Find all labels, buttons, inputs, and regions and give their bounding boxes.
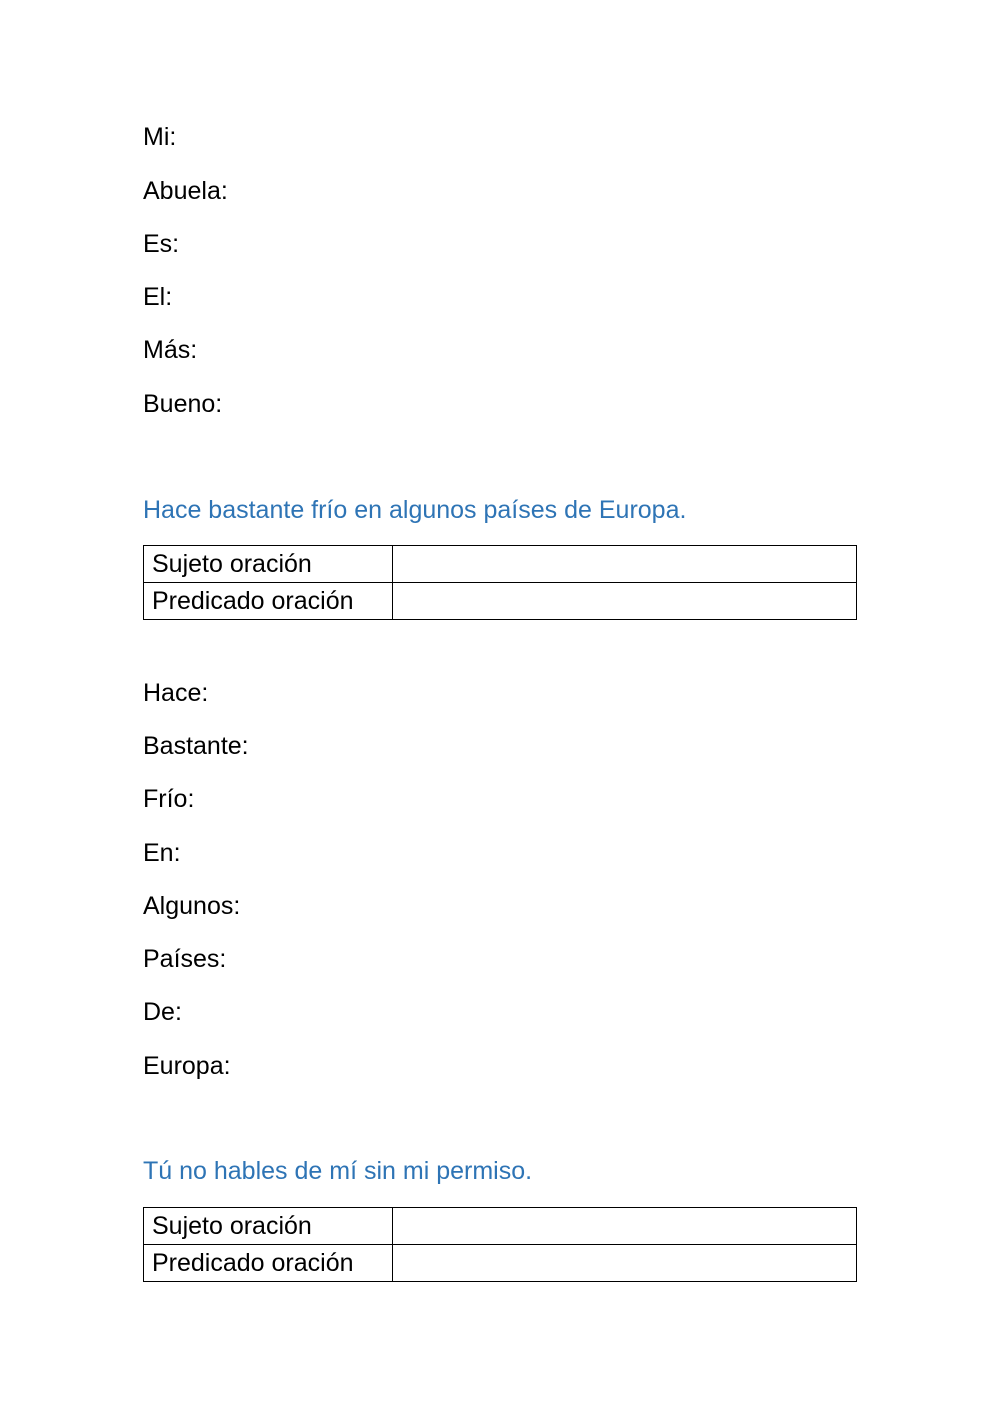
word-label-bastante: Bastante: [143, 732, 249, 760]
predicate-label-cell: Predicado oración [144, 583, 393, 620]
subject-label-cell: Sujeto oración [144, 1208, 393, 1245]
table-row [144, 1245, 857, 1282]
subject-answer-cell[interactable] [393, 546, 857, 583]
word-label-de: De: [143, 998, 182, 1026]
word-label-europa: Europa: [143, 1052, 231, 1080]
sentence-heading-1: Hace bastante frío en algunos países de Europa. [143, 496, 687, 524]
word-label-el: El: [143, 283, 173, 311]
word-label-es: Es: [143, 230, 180, 258]
sentence-analysis-table-1 [143, 545, 857, 620]
word-label-mi: Mi: [143, 123, 177, 151]
word-label-paises: Países: [143, 945, 227, 973]
subject-label-cell: Sujeto oración [144, 546, 393, 583]
predicate-answer-cell[interactable] [393, 1245, 857, 1282]
subject-answer-cell[interactable] [393, 1208, 857, 1245]
word-label-bueno: Bueno: [143, 390, 223, 418]
table-row [144, 583, 857, 620]
word-label-algunos: Algunos: [143, 892, 241, 920]
word-label-frio: Frío: [143, 785, 195, 813]
sentence-heading-2: Tú no hables de mí sin mi permiso. [143, 1157, 533, 1185]
word-label-abuela: Abuela: [143, 177, 228, 205]
table-row [144, 1208, 857, 1245]
word-label-hace: Hace: [143, 679, 209, 707]
word-label-mas: Más: [143, 336, 198, 364]
sentence-analysis-table-2 [143, 1207, 857, 1282]
word-label-en: En: [143, 839, 181, 867]
table-row [144, 546, 857, 583]
predicate-label-cell: Predicado oración [144, 1245, 393, 1282]
predicate-answer-cell[interactable] [393, 583, 857, 620]
